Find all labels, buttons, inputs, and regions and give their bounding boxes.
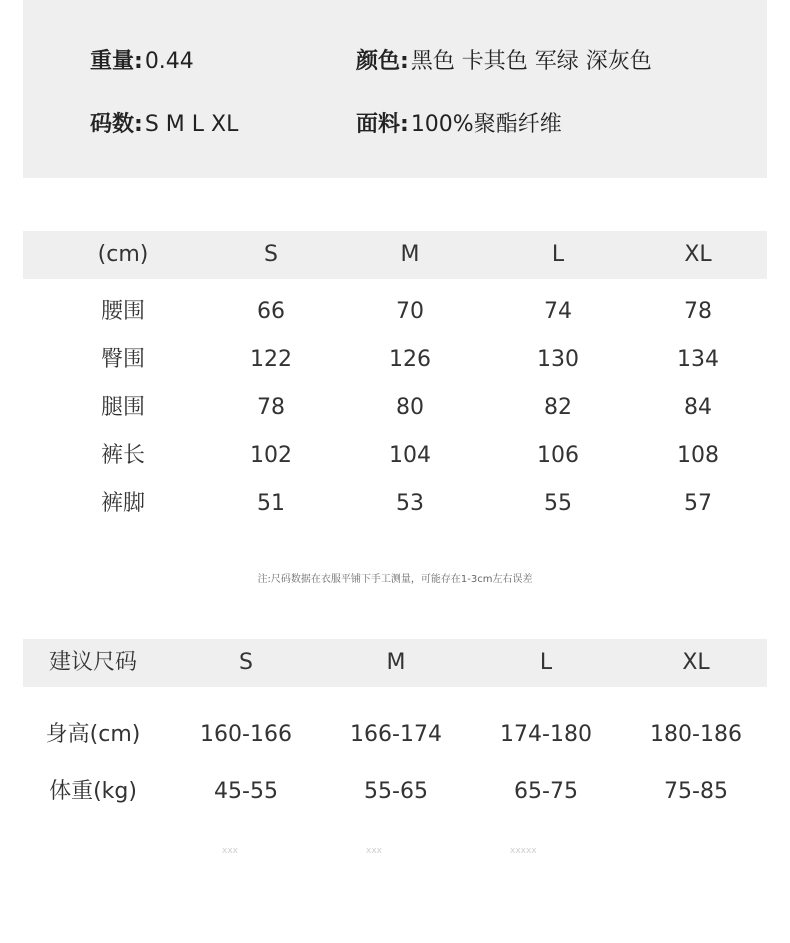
table-cell: 130 — [537, 347, 579, 372]
table-cell: 82 — [544, 395, 572, 420]
header-cell: L — [551, 242, 565, 267]
header-cell: M — [400, 242, 420, 267]
header-cell: M — [386, 650, 406, 675]
row-label: 身高(cm) — [45, 722, 141, 747]
table-cell: 166-174 — [350, 722, 442, 747]
header-cell: S — [264, 242, 278, 267]
table-cell: 78 — [684, 299, 712, 324]
table-row — [23, 768, 767, 816]
table-cell: 51 — [257, 491, 285, 516]
table-cell: 180-186 — [650, 722, 742, 747]
color-value: 黑色 卡其色 军绿 深灰色 — [410, 49, 652, 74]
table-cell: 126 — [389, 347, 431, 372]
table-cell: 80 — [396, 395, 424, 420]
size-measurement-table — [23, 231, 767, 531]
fabric-info — [356, 107, 562, 138]
table-row — [23, 288, 767, 336]
table-cell: 70 — [396, 299, 424, 324]
header-cell: S — [239, 650, 253, 675]
table-cell: 108 — [677, 443, 719, 468]
table-cell: 66 — [257, 299, 285, 324]
table-cell: 55-65 — [364, 779, 428, 804]
table-cell: 74 — [544, 299, 572, 324]
sizes-info — [90, 107, 238, 138]
header-cell: (cm) — [97, 242, 149, 267]
sizes-label: 码数: — [90, 112, 143, 137]
row-label: 臀围 — [100, 347, 145, 372]
color-info — [356, 44, 652, 75]
faint-text: xxx — [222, 846, 238, 856]
weight-value: 0.44 — [144, 49, 194, 74]
faint-text: xxxxx — [510, 846, 537, 856]
header-cell: L — [539, 650, 553, 675]
color-label: 颜色: — [356, 49, 409, 74]
size-suggestion-table — [23, 639, 767, 829]
table-cell: 84 — [684, 395, 712, 420]
table-cell: 122 — [250, 347, 292, 372]
table-row — [23, 336, 767, 384]
measurement-note: 注:尺码数据在衣服平铺下手工测量，可能存在1-3cm左右误差 — [257, 574, 533, 585]
suggest-table-header — [23, 639, 767, 687]
table-cell: 102 — [250, 443, 292, 468]
table-cell: 160-166 — [200, 722, 292, 747]
row-label: 裤长 — [100, 443, 145, 468]
weight-info — [90, 44, 194, 75]
table-cell: 45-55 — [214, 779, 278, 804]
table-cell: 65-75 — [514, 779, 578, 804]
table-row — [23, 711, 767, 759]
table-cell: 106 — [537, 443, 579, 468]
table-cell: 57 — [684, 491, 712, 516]
header-cell: XL — [682, 650, 710, 675]
table-cell: 75-85 — [664, 779, 728, 804]
fabric-value: 100%聚酯纤维 — [410, 112, 562, 137]
table-cell: 104 — [389, 443, 431, 468]
table-cell: 53 — [396, 491, 424, 516]
weight-label: 重量: — [90, 49, 143, 74]
table-cell: 134 — [677, 347, 719, 372]
sizes-value: S M L XL — [144, 112, 239, 137]
header-cell: 建议尺码 — [48, 650, 137, 675]
row-label: 腿围 — [100, 395, 145, 420]
table-row — [23, 480, 767, 528]
table-cell: 174-180 — [500, 722, 592, 747]
table-cell: 78 — [257, 395, 285, 420]
table-row — [23, 432, 767, 480]
header-cell: XL — [684, 242, 712, 267]
row-label: 体重(kg) — [49, 779, 137, 804]
row-label: 腰围 — [100, 299, 145, 324]
table-row — [23, 384, 767, 432]
table-cell: 55 — [544, 491, 572, 516]
row-label: 裤脚 — [100, 491, 145, 516]
fabric-label: 面料: — [356, 112, 409, 137]
size-table-header — [23, 231, 767, 279]
faint-text: xxx — [366, 846, 382, 856]
product-info-panel — [23, 0, 767, 178]
